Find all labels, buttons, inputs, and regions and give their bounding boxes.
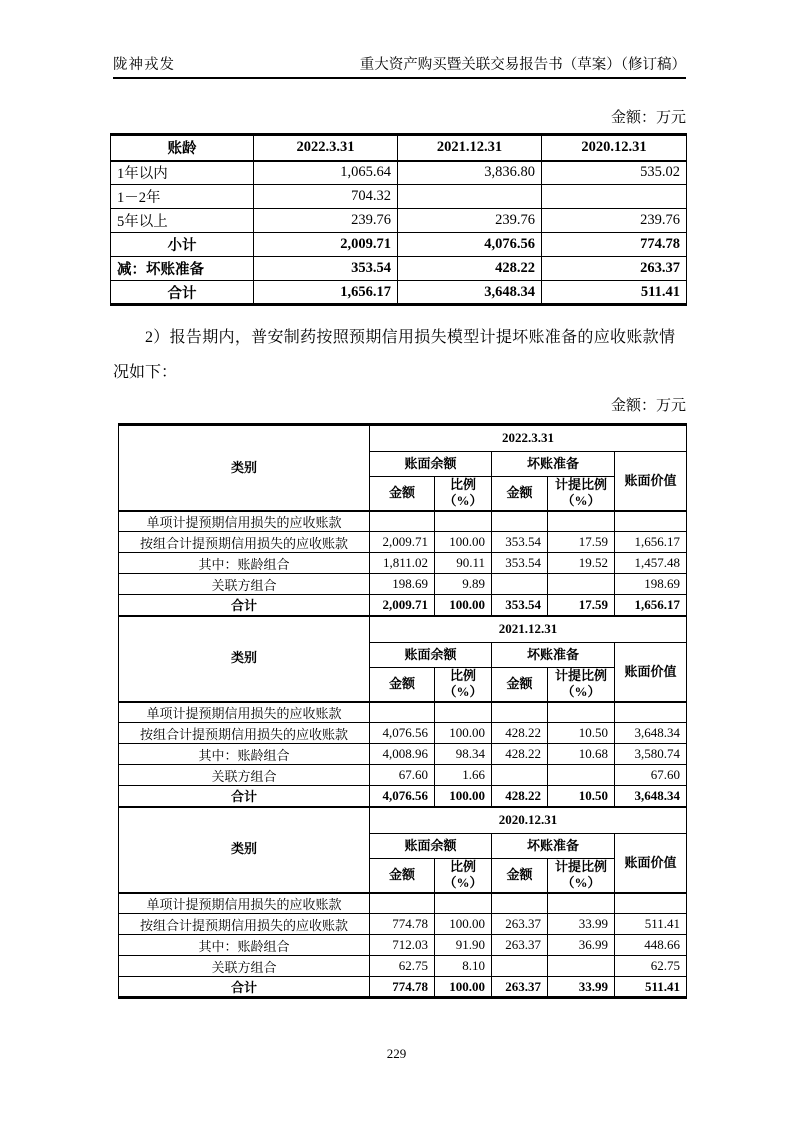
provision-group-header: 坏账准备	[492, 834, 615, 859]
value-cell: 198.69	[615, 574, 687, 595]
amount-header: 金额	[492, 477, 548, 511]
category-cell: 单项计提预期信用损失的应收账款	[119, 893, 370, 914]
table-row	[119, 765, 687, 786]
value-cell	[370, 893, 435, 914]
value-cell: 33.99	[548, 914, 615, 935]
provision-table	[118, 423, 687, 999]
table-row	[119, 511, 687, 532]
subtotal-row	[111, 233, 687, 257]
table-header-row	[119, 616, 687, 643]
aging-value: 704.32	[254, 185, 398, 209]
aging-value: 3,648.34	[398, 281, 542, 305]
book-value-header: 账面价值	[615, 643, 687, 702]
value-cell	[435, 893, 492, 914]
value-cell: 511.41	[615, 977, 687, 998]
value-cell: 10.50	[548, 786, 615, 807]
value-cell: 263.37	[492, 977, 548, 998]
category-cell: 单项计提预期信用损失的应收账款	[119, 702, 370, 723]
ratio-header	[435, 668, 492, 702]
value-cell	[548, 574, 615, 595]
value-cell: 67.60	[370, 765, 435, 786]
aging-col-header: 账龄	[111, 135, 254, 161]
value-cell: 198.69	[370, 574, 435, 595]
value-cell	[492, 702, 548, 723]
value-cell: 1,457.48	[615, 553, 687, 574]
total-label: 合计	[119, 595, 370, 616]
aging-value: 511.41	[542, 281, 687, 305]
total-label: 合计	[119, 786, 370, 807]
value-cell: 1,656.17	[615, 595, 687, 616]
percent-unit: （%）	[443, 684, 483, 700]
value-cell: 3,648.34	[615, 723, 687, 744]
value-cell: 263.37	[492, 914, 548, 935]
value-cell: 428.22	[492, 723, 548, 744]
aging-value: 239.76	[542, 209, 687, 233]
balance-group-header: 账面余额	[370, 452, 492, 477]
provision-ratio-label: 计提比例	[554, 477, 607, 492]
date-header: 2021.12.31	[370, 616, 687, 643]
total-row	[119, 595, 687, 616]
table-header-row	[111, 135, 687, 161]
table-row	[119, 914, 687, 935]
ratio-header	[435, 477, 492, 511]
value-cell: 511.41	[615, 914, 687, 935]
value-cell: 4,076.56	[370, 786, 435, 807]
value-cell: 448.66	[615, 935, 687, 956]
value-cell: 100.00	[435, 786, 492, 807]
value-cell	[435, 702, 492, 723]
value-cell	[492, 765, 548, 786]
value-cell: 67.60	[615, 765, 687, 786]
value-cell: 4,076.56	[370, 723, 435, 744]
aging-row-label: 1年以内	[111, 161, 254, 185]
aging-value	[398, 185, 542, 209]
provision-section-2022	[119, 425, 687, 616]
table-row	[111, 161, 687, 185]
amount-unit-label: 金额：万元	[610, 110, 686, 126]
aging-value: 1,656.17	[254, 281, 398, 305]
table-row	[119, 956, 687, 977]
table-row	[119, 702, 687, 723]
value-cell: 100.00	[435, 595, 492, 616]
value-cell: 3,580.74	[615, 744, 687, 765]
aging-value	[542, 185, 687, 209]
value-cell	[492, 511, 548, 532]
table-row	[119, 935, 687, 956]
amount-header: 金额	[370, 668, 435, 702]
value-cell: 17.59	[548, 595, 615, 616]
value-cell: 19.52	[548, 553, 615, 574]
total-label: 合计	[119, 977, 370, 998]
value-cell	[615, 702, 687, 723]
value-cell: 353.54	[492, 553, 548, 574]
category-cell: 其中：账龄组合	[119, 744, 370, 765]
value-cell: 263.37	[492, 935, 548, 956]
category-header: 类别	[119, 616, 370, 702]
value-cell	[492, 956, 548, 977]
percent-unit: （%）	[561, 875, 601, 891]
table-row	[119, 744, 687, 765]
total-row	[119, 786, 687, 807]
aging-row-label: 5年以上	[111, 209, 254, 233]
date-col-header: 2021.12.31	[398, 135, 542, 161]
date-col-header: 2020.12.31	[542, 135, 687, 161]
category-cell: 关联方组合	[119, 956, 370, 977]
percent-unit: （%）	[561, 684, 601, 700]
aging-value: 263.37	[542, 257, 687, 281]
value-cell: 1.66	[435, 765, 492, 786]
body-paragraph: 2）报告期内，普安制药按照预期信用损失模型计提坏账准备的应收账款情况如下：	[113, 329, 675, 381]
percent-unit: （%）	[443, 875, 483, 891]
table-row	[111, 209, 687, 233]
value-cell: 1,656.17	[615, 532, 687, 553]
category-cell: 其中：账龄组合	[119, 553, 370, 574]
value-cell: 91.90	[435, 935, 492, 956]
category-cell: 单项计提预期信用损失的应收账款	[119, 511, 370, 532]
aging-value: 428.22	[398, 257, 542, 281]
provision-ratio-label: 计提比例	[554, 668, 607, 683]
category-cell: 关联方组合	[119, 574, 370, 595]
total-label: 合计	[111, 281, 254, 305]
aging-value: 239.76	[254, 209, 398, 233]
ratio-label: 比例	[449, 668, 476, 683]
category-header: 类别	[119, 807, 370, 893]
value-cell	[492, 893, 548, 914]
table-header-row	[119, 807, 687, 834]
aging-value: 239.76	[398, 209, 542, 233]
table-row	[119, 893, 687, 914]
table-row	[119, 532, 687, 553]
value-cell	[548, 956, 615, 977]
ratio-label: 比例	[449, 477, 476, 492]
table-row	[119, 723, 687, 744]
running-header	[113, 53, 686, 79]
provision-group-header: 坏账准备	[492, 643, 615, 668]
value-cell: 2,009.71	[370, 532, 435, 553]
aging-value: 4,076.56	[398, 233, 542, 257]
value-cell: 428.22	[492, 744, 548, 765]
value-cell: 100.00	[435, 723, 492, 744]
provision-ratio-header	[548, 668, 615, 702]
category-cell: 按组合计提预期信用损失的应收账款	[119, 914, 370, 935]
value-cell: 353.54	[492, 595, 548, 616]
value-cell: 100.00	[435, 532, 492, 553]
value-cell: 774.78	[370, 977, 435, 998]
table-header-row	[119, 425, 687, 452]
aging-table	[110, 133, 687, 306]
value-cell: 100.00	[435, 977, 492, 998]
value-cell: 774.78	[370, 914, 435, 935]
value-cell: 3,648.34	[615, 786, 687, 807]
deduction-row	[111, 257, 687, 281]
value-cell: 428.22	[492, 786, 548, 807]
category-cell: 其中：账龄组合	[119, 935, 370, 956]
aging-value: 774.78	[542, 233, 687, 257]
value-cell: 353.54	[492, 532, 548, 553]
value-cell: 98.34	[435, 744, 492, 765]
value-cell: 10.50	[548, 723, 615, 744]
deduction-label: 减：坏账准备	[111, 257, 254, 281]
provision-group-header: 坏账准备	[492, 452, 615, 477]
value-cell	[370, 702, 435, 723]
value-cell: 10.68	[548, 744, 615, 765]
value-cell: 33.99	[548, 977, 615, 998]
percent-unit: （%）	[561, 493, 601, 509]
amount-header: 金额	[370, 859, 435, 893]
date-header: 2020.12.31	[370, 807, 687, 834]
value-cell: 8.10	[435, 956, 492, 977]
provision-ratio-label: 计提比例	[554, 859, 607, 874]
value-cell	[548, 511, 615, 532]
total-row	[119, 977, 687, 998]
value-cell: 4,008.96	[370, 744, 435, 765]
value-cell	[548, 765, 615, 786]
value-cell: 100.00	[435, 914, 492, 935]
balance-group-header: 账面余额	[370, 834, 492, 859]
value-cell	[492, 574, 548, 595]
category-cell: 关联方组合	[119, 765, 370, 786]
header-left-title: 陇神戎发	[113, 57, 175, 73]
value-cell: 1,811.02	[370, 553, 435, 574]
value-cell: 2,009.71	[370, 595, 435, 616]
value-cell	[548, 893, 615, 914]
total-row	[111, 281, 687, 305]
provision-section-2021	[119, 616, 687, 807]
aging-value: 3,836.80	[398, 161, 542, 185]
aging-value: 353.54	[254, 257, 398, 281]
value-cell: 17.59	[548, 532, 615, 553]
header-right-title: 重大资产购买暨关联交易报告书（草案）（修订稿）	[359, 57, 686, 73]
amount-header: 金额	[492, 668, 548, 702]
value-cell: 62.75	[370, 956, 435, 977]
value-cell: 36.99	[548, 935, 615, 956]
percent-unit: （%）	[443, 493, 483, 509]
date-col-header: 2022.3.31	[254, 135, 398, 161]
date-header: 2022.3.31	[370, 425, 687, 452]
provision-ratio-header	[548, 477, 615, 511]
book-value-header: 账面价值	[615, 834, 687, 893]
category-cell: 按组合计提预期信用损失的应收账款	[119, 532, 370, 553]
subtotal-label: 小计	[111, 233, 254, 257]
amount-unit-label: 金额：万元	[610, 398, 686, 414]
value-cell: 9.89	[435, 574, 492, 595]
book-value-header: 账面价值	[615, 452, 687, 511]
aging-value: 2,009.71	[254, 233, 398, 257]
balance-group-header: 账面余额	[370, 643, 492, 668]
ratio-label: 比例	[449, 859, 476, 874]
aging-value: 535.02	[542, 161, 687, 185]
table-row	[111, 185, 687, 209]
value-cell	[615, 893, 687, 914]
value-cell	[370, 511, 435, 532]
amount-header: 金额	[370, 477, 435, 511]
aging-row-label: 1－2年	[111, 185, 254, 209]
provision-section-2020	[119, 807, 687, 998]
value-cell	[435, 511, 492, 532]
value-cell: 712.03	[370, 935, 435, 956]
table-row	[119, 574, 687, 595]
value-cell	[615, 511, 687, 532]
value-cell	[548, 702, 615, 723]
category-cell: 按组合计提预期信用损失的应收账款	[119, 723, 370, 744]
table-row	[119, 553, 687, 574]
page-number: 229	[386, 1046, 407, 1061]
category-header: 类别	[119, 425, 370, 511]
aging-value: 1,065.64	[254, 161, 398, 185]
ratio-header	[435, 859, 492, 893]
value-cell: 90.11	[435, 553, 492, 574]
provision-ratio-header	[548, 859, 615, 893]
amount-header: 金额	[492, 859, 548, 893]
value-cell: 62.75	[615, 956, 687, 977]
